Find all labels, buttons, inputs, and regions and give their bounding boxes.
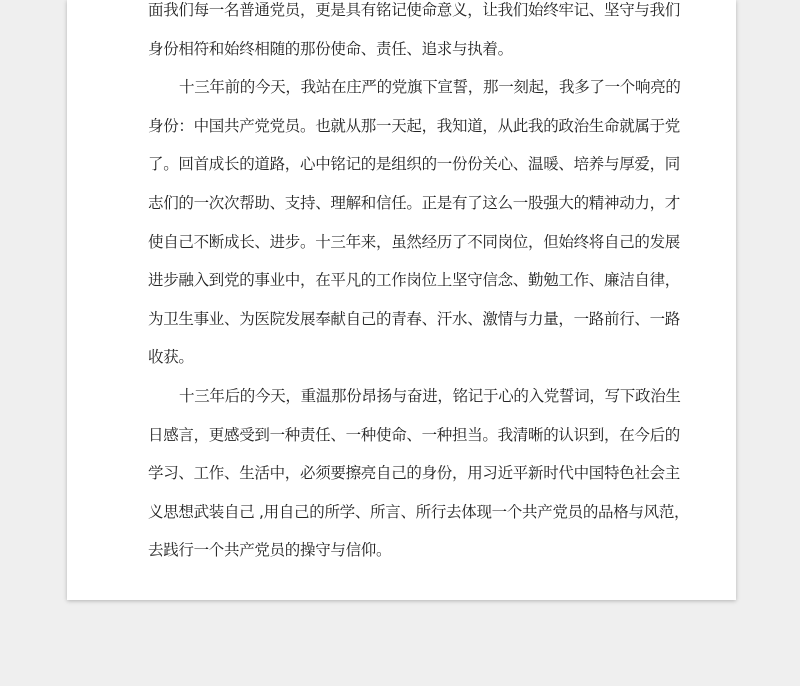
text-line: 收获。 [148,348,194,367]
text-line: 去践行一个共产党员的操守与信仰。 [148,541,392,560]
text-line: 日感言，更感受到一种责任、一种使命、一种担当。我清晰的认识到，在今后的 [148,425,681,444]
text-line: 志们的一次次帮助、支持、理解和信任。正是有了这么一股强大的精神动力，才 [148,193,681,212]
document-body [148,0,690,570]
text-line: 为卫生事业、为医院发展奉献自己的青春、汗水、激情与力量，一路前行、一路 [148,309,681,328]
text-line: 学习、工作、生活中，必须要擦亮自己的身份，用习近平新时代中国特色社会主 [148,464,681,483]
paragraph-start-line: 十三年后的今天，重温那份昂扬与奋进，铭记于心的入党誓词，写下政治生 [179,386,681,405]
document-page [67,0,736,600]
text-line: 义思想武装自己 ,用自己的所学、所言、所行去体现一个共产党员的品格与风范， [148,502,690,521]
text-line: 进步融入到党的事业中，在平凡的工作岗位上坚守信念、勤勉工作、廉洁自律， [148,271,681,290]
paragraph-start-line: 十三年前的今天，我站在庄严的党旗下宣誓，那一刻起，我多了一个响亮的 [179,78,681,97]
text-line: 使自己不断成长、进步。十三年来，虽然经历了不同岗位，但始终将自己的发展 [148,232,681,251]
text-line: 了。回首成长的道路，心中铭记的是组织的一份份关心、温暖、培养与厚爱，同 [148,155,681,174]
text-line: 面我们每一名普通党员，更是具有铭记使命意义，让我们始终牢记、坚守与我们 [148,1,681,19]
text-line: 身份：中国共产党党员。也就从那一天起，我知道，从此我的政治生命就属于党 [148,116,681,135]
text-line: 身份相符和始终相随的那份使命、责任、追求与执着。 [148,39,513,58]
